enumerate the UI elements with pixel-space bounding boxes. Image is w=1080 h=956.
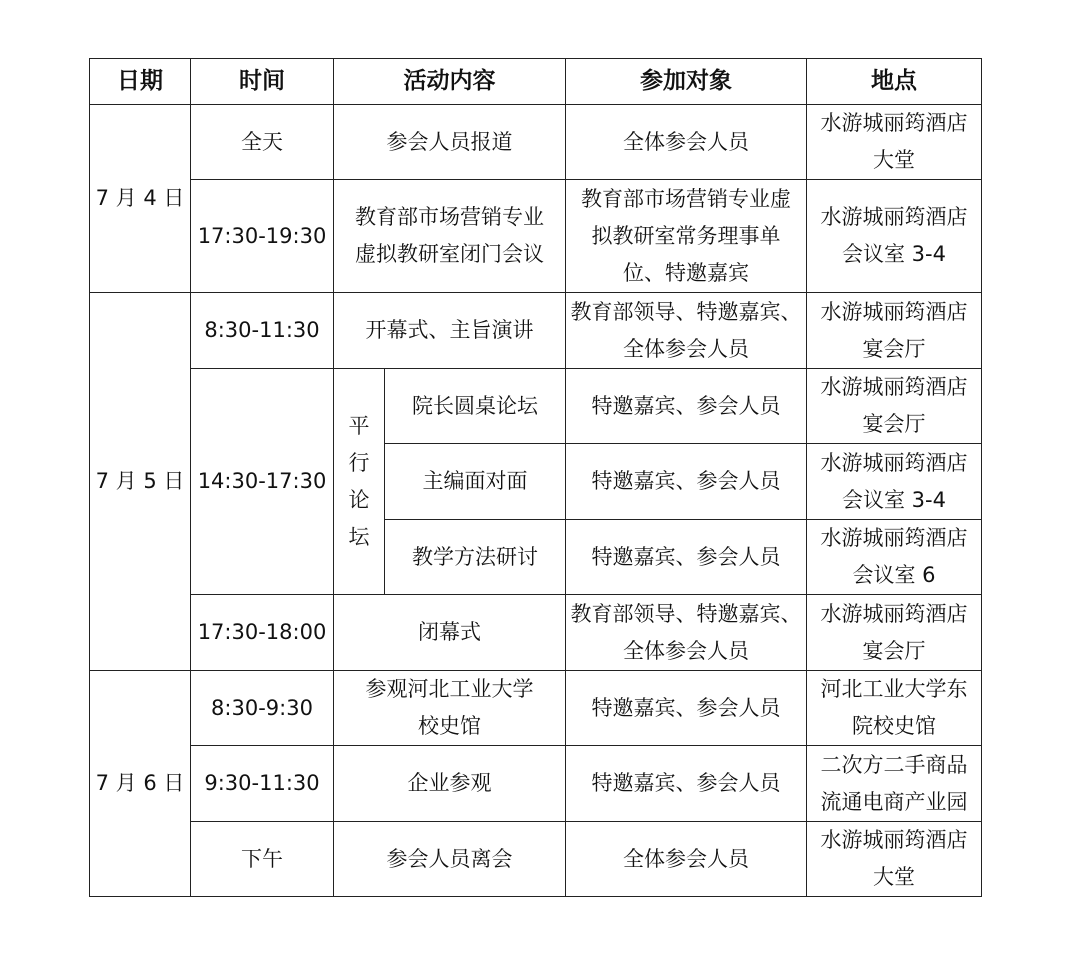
- location-line: 水游城丽筠酒店: [820, 828, 968, 852]
- participants-line: 特邀嘉宾、参会人员: [591, 544, 781, 569]
- activity-line: 参会人员报道: [386, 129, 513, 154]
- activity-line: 参观河北工业大学: [365, 677, 534, 701]
- location-line: 水游城丽筠酒店: [820, 375, 968, 399]
- location-cell: [807, 671, 982, 746]
- date-cell: 7 月 5 日: [90, 293, 191, 671]
- parallel-forum-label: [334, 369, 385, 595]
- location-cell: [807, 180, 982, 293]
- activity-cell: [385, 369, 566, 444]
- location-line: 宴会厅: [862, 638, 926, 663]
- table-row: [90, 369, 982, 444]
- location-line: 宴会厅: [862, 412, 926, 436]
- time-cell: 14:30-17:30: [191, 369, 334, 595]
- activity-line: 闭幕式: [418, 620, 481, 644]
- parallel-forum-char: 平: [348, 413, 370, 438]
- location-line: 河北工业大学东: [820, 677, 968, 701]
- participants-cell: [566, 746, 807, 822]
- activity-cell: [385, 444, 566, 520]
- parallel-forum-char: 论: [348, 487, 370, 512]
- activity-line: 主编面对面: [422, 469, 528, 493]
- participants-line: 全体参会人员: [623, 638, 749, 663]
- header-time: 时间: [191, 59, 334, 105]
- participants-line: 特邀嘉宾、参会人员: [591, 771, 781, 795]
- table-row: [90, 595, 982, 671]
- location-line: 水游城丽筠酒店: [820, 111, 968, 135]
- parallel-forum-char: 行: [348, 450, 370, 475]
- date-cell: 7 月 4 日: [90, 105, 191, 293]
- participants-cell: [566, 180, 807, 293]
- time-cell: 17:30-19:30: [191, 180, 334, 293]
- time-cell: 8:30-9:30: [191, 671, 334, 746]
- schedule-table: [89, 58, 982, 897]
- header-location: 地点: [807, 59, 982, 105]
- activity-line: 教学方法研讨: [412, 544, 538, 569]
- table-row: [90, 105, 982, 180]
- location-line: 会议室 3-4: [842, 487, 946, 512]
- activity-cell: [334, 822, 566, 897]
- activity-line: 参会人员离会: [386, 846, 513, 871]
- participants-line: 教育部领导、特邀嘉宾、: [570, 601, 802, 626]
- activity-line: 虚拟教研室闭门会议: [355, 242, 544, 266]
- table-row: [90, 746, 982, 822]
- parallel-forum-char: 坛: [348, 524, 370, 549]
- location-line: 宴会厅: [862, 336, 926, 361]
- location-line: 水游城丽筠酒店: [820, 299, 968, 324]
- participants-cell: [566, 595, 807, 671]
- time-cell: 17:30-18:00: [191, 595, 334, 671]
- location-cell: [807, 369, 982, 444]
- location-line: 二次方二手商品: [820, 752, 968, 777]
- activity-line: 院长圆桌论坛: [412, 393, 538, 418]
- participants-line: 特邀嘉宾、参会人员: [591, 695, 781, 720]
- location-line: 水游城丽筠酒店: [820, 450, 968, 475]
- location-cell: [807, 746, 982, 822]
- participants-cell: [566, 520, 807, 595]
- location-cell: [807, 444, 982, 520]
- activity-cell: [334, 595, 566, 671]
- participants-cell: [566, 671, 807, 746]
- location-line: 会议室 3-4: [842, 242, 946, 266]
- table-row: [90, 822, 982, 897]
- activity-line: 企业参观: [407, 771, 492, 795]
- participants-cell: [566, 293, 807, 369]
- participants-line: 拟教研室常务理事单: [591, 223, 781, 248]
- activity-cell: [334, 671, 566, 746]
- activity-cell: [334, 746, 566, 822]
- location-line: 会议室 6: [852, 563, 936, 587]
- activity-cell: [334, 105, 566, 180]
- time-cell: 全天: [191, 105, 334, 180]
- table-row: [90, 180, 982, 293]
- header-participants: 参加对象: [566, 59, 807, 105]
- participants-line: 全体参会人员: [623, 129, 749, 154]
- location-line: 大堂: [873, 148, 915, 172]
- table-row: [90, 293, 982, 369]
- activity-cell: [385, 520, 566, 595]
- table-row: [90, 671, 982, 746]
- activity-line: 教育部市场营销专业: [355, 205, 544, 229]
- location-line: 水游城丽筠酒店: [820, 205, 968, 229]
- header-date: 日期: [90, 59, 191, 105]
- location-cell: [807, 595, 982, 671]
- location-line: 水游城丽筠酒店: [820, 526, 968, 550]
- location-cell: [807, 105, 982, 180]
- participants-cell: [566, 822, 807, 897]
- participants-line: 教育部领导、特邀嘉宾、: [570, 299, 802, 324]
- time-cell: 9:30-11:30: [191, 746, 334, 822]
- participants-cell: [566, 369, 807, 444]
- location-cell: [807, 520, 982, 595]
- participants-line: 特邀嘉宾、参会人员: [591, 469, 781, 493]
- time-cell: 下午: [191, 822, 334, 897]
- location-line: 水游城丽筠酒店: [820, 601, 968, 626]
- activity-cell: [334, 180, 566, 293]
- activity-line: 校史馆: [418, 714, 481, 738]
- participants-cell: [566, 444, 807, 520]
- header-activity: 活动内容: [334, 59, 566, 105]
- location-cell: [807, 293, 982, 369]
- date-cell: 7 月 6 日: [90, 671, 191, 897]
- participants-line: 教育部市场营销专业虚: [581, 186, 791, 211]
- participants-line: 全体参会人员: [623, 336, 749, 361]
- location-line: 大堂: [873, 865, 915, 889]
- participants-line: 位、特邀嘉宾: [623, 260, 749, 285]
- participants-cell: [566, 105, 807, 180]
- location-line: 流通电商产业园: [820, 789, 968, 814]
- location-cell: [807, 822, 982, 897]
- time-cell: 8:30-11:30: [191, 293, 334, 369]
- participants-line: 全体参会人员: [623, 846, 749, 871]
- participants-line: 特邀嘉宾、参会人员: [591, 393, 781, 418]
- header-row: [90, 59, 982, 105]
- location-line: 院校史馆: [852, 714, 936, 738]
- activity-line: 开幕式、主旨演讲: [365, 318, 534, 342]
- activity-cell: [334, 293, 566, 369]
